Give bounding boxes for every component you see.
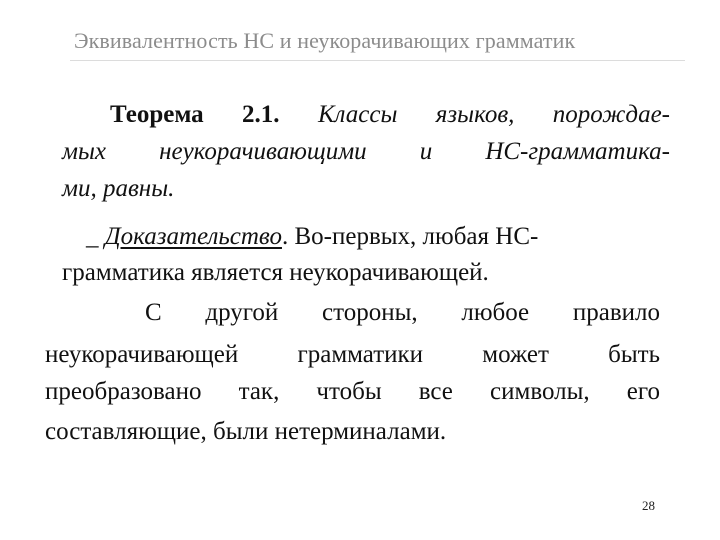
slide-title: Эквивалентность НС и неукорачивающих грамматик	[74, 28, 576, 53]
proof-line-1	[86, 222, 538, 252]
theorem-text-start: Классы языков, порождае-	[317, 101, 670, 128]
theorem-label: Теорема 2.1.	[110, 101, 280, 128]
proof-line-2: грамматика является неукорачивающей.	[62, 259, 489, 286]
theorem-line-3: ми, равны.	[62, 175, 175, 202]
title-divider	[70, 60, 685, 61]
page-number: 28	[642, 498, 655, 513]
proof-line-6: составляющие, были нетерминалами.	[45, 418, 447, 445]
proof-line-3: С другой стороны, любое правило	[145, 299, 660, 326]
proof-line-4: неукорачивающей грамматики может быть	[45, 341, 660, 368]
proof-prefix-mark: _	[86, 223, 99, 250]
theorem-line-2: мых неукорачивающими и НС-грамматика-	[62, 138, 670, 165]
proof-line-5: преобразовано так, чтобы все символы, его	[45, 378, 660, 405]
theorem-line-1	[110, 100, 670, 130]
proof-label: Доказательство	[104, 223, 282, 250]
proof-text-start: . Во-первых, любая НС-	[281, 223, 539, 250]
